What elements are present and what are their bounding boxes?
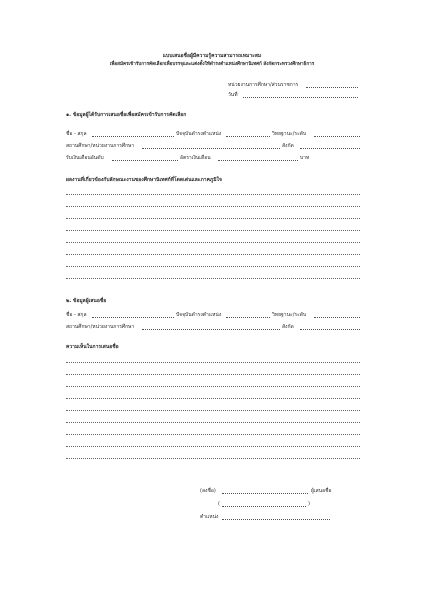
- s1-school-label: สถานศึกษา/หน่วยงานการศึกษา: [66, 143, 135, 149]
- opinion-line[interactable]: [66, 398, 360, 399]
- opinion-heading: ความเห็นในการเสนอชื่อ: [66, 344, 119, 350]
- experience-heading: ผลงานที่เกี่ยวข้องกับลักษณะงานของศึกษานิเทศก์ที่โดดเด่นและภาคภูมิใจ: [66, 177, 222, 183]
- s2-academic-label: วิทยฐานะ/ระดับ: [272, 312, 307, 318]
- form-title: แบบเสนอชื่อผู้มีความรู้ความสามารถเหมาะสม: [162, 53, 262, 59]
- s1-affiliation-field[interactable]: [300, 148, 360, 149]
- s2-affiliation-label: สังกัด: [282, 324, 294, 330]
- s1-position-field[interactable]: [226, 136, 270, 137]
- s1-salary-rate-field[interactable]: [218, 160, 298, 161]
- s2-name-label: ชื่อ - สกุล: [66, 312, 87, 318]
- s1-baht-label: บาท: [300, 155, 310, 161]
- date-label: วันที่: [228, 92, 238, 98]
- form-subtitle: เพื่อสมัครเข้ารับการคัดเลือกเพื่อบรรจุและแต่งตั้งให้ดำรงตำแหน่งศึกษานิเทศก์ สังกัดกระทรวงศึกษาธิการ: [109, 62, 315, 67]
- printed-name-field[interactable]: [222, 506, 306, 507]
- opinion-line[interactable]: [66, 434, 360, 435]
- open-paren: (: [218, 501, 220, 507]
- opinion-line[interactable]: [66, 386, 360, 387]
- s1-salary-rate-label: อัตราเงินเดือน: [180, 155, 211, 161]
- s1-name-field[interactable]: [92, 136, 174, 137]
- opinion-line[interactable]: [66, 422, 360, 423]
- sign-position-field[interactable]: [222, 519, 330, 520]
- opinion-line[interactable]: [66, 362, 360, 363]
- date-field[interactable]: [243, 97, 358, 98]
- s2-position-label: ปัจจุบันดำรงตำแหน่ง: [176, 312, 222, 318]
- s2-school-label: สถานศึกษา/หน่วยงานการศึกษา: [66, 324, 135, 330]
- experience-line[interactable]: [66, 218, 360, 219]
- experience-line[interactable]: [66, 230, 360, 231]
- experience-line[interactable]: [66, 278, 360, 279]
- s1-academic-field[interactable]: [314, 136, 360, 137]
- opinion-line[interactable]: [66, 458, 360, 459]
- experience-line[interactable]: [66, 242, 360, 243]
- s2-academic-field[interactable]: [314, 317, 360, 318]
- s1-academic-label: วิทยฐานะ/ระดับ: [272, 131, 307, 137]
- s2-school-field[interactable]: [142, 329, 280, 330]
- s1-affiliation-label: สังกัด: [282, 143, 294, 149]
- opinion-line[interactable]: [66, 446, 360, 447]
- experience-line[interactable]: [66, 254, 360, 255]
- opinion-line[interactable]: [66, 410, 360, 411]
- section2-heading: ๒. ข้อมูลผู้เสนอชื่อ: [66, 298, 107, 304]
- section1-heading: ๑. ข้อมูลผู้ได้รับการเสนอชื่อเพื่อสมัครเข้ารับการคัดเลือก: [66, 112, 187, 118]
- sign-label: (ลงชื่อ): [200, 488, 216, 494]
- agency-field[interactable]: [306, 87, 358, 88]
- agency-label: หน่วยงานการศึกษา/ส่วนราชการ: [228, 82, 299, 88]
- signature-field[interactable]: [222, 493, 308, 494]
- experience-line[interactable]: [66, 266, 360, 267]
- s2-affiliation-field[interactable]: [300, 329, 360, 330]
- s1-name-label: ชื่อ - สกุล: [66, 131, 87, 137]
- nominator-label: ผู้เสนอชื่อ: [311, 488, 332, 494]
- close-paren: ): [308, 501, 310, 507]
- s2-position-field[interactable]: [226, 317, 270, 318]
- opinion-line[interactable]: [66, 374, 360, 375]
- s1-position-label: ปัจจุบันดำรงตำแหน่ง: [176, 131, 222, 137]
- sign-position-label: ตำแหน่ง: [200, 514, 219, 520]
- experience-line[interactable]: [66, 206, 360, 207]
- experience-line[interactable]: [66, 194, 360, 195]
- s1-school-field[interactable]: [142, 148, 280, 149]
- s1-salary-label: รับเงินเดือนอันดับ: [66, 155, 104, 161]
- s1-salary-field[interactable]: [112, 160, 178, 161]
- s2-name-field[interactable]: [92, 317, 174, 318]
